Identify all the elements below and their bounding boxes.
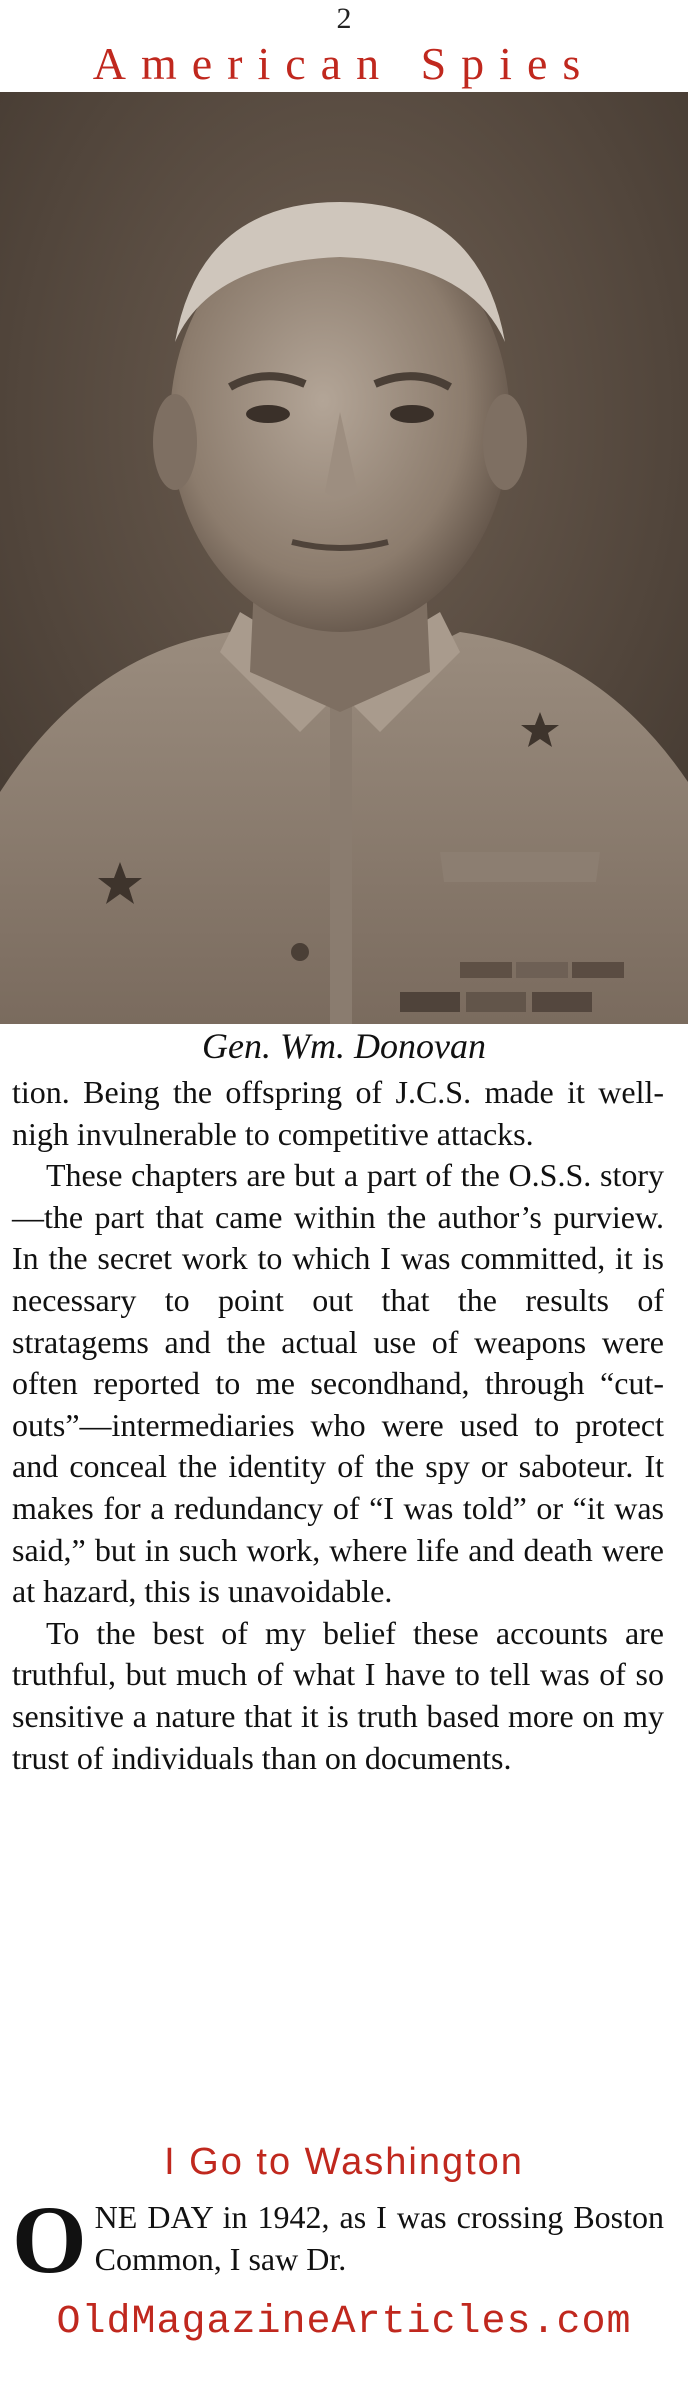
opening-text: NE DAY in 1942, as I was crossing Boston Common, I saw Dr.: [94, 2199, 664, 2277]
photo-caption: Gen. Wm. Donovan: [202, 1026, 486, 1066]
body-paragraph-3: To the best of my belief these accounts are truthful, but much of what I have to tell was of so sensitive a nature that it is truth based more on my trust of individuals than on documents.: [12, 1614, 664, 1776]
site-footer-link[interactable]: OldMagazineArticles.com: [56, 2300, 632, 2345]
drop-cap: O: [12, 2196, 87, 2284]
article-body: [12, 1072, 664, 1779]
page-number: 2: [336, 2, 352, 35]
magazine-section-title: American Spies: [92, 38, 596, 89]
portrait-photo: [0, 92, 688, 1024]
section-opening-paragraph: [12, 2196, 664, 2284]
section-heading: I Go to Washington: [164, 2141, 524, 2183]
body-paragraph-2: These chapters are but a part of the O.S.S. story—the part that came within the author’s purview. In the secret work to which I was committed, it is necessary to point out that the results of stratagems and the actual use of weapons were often reported to me secondhand, through “cut-outs”—intermediaries who were used to protect and conceal the identity of the spy or saboteur. It makes for a redundancy of “I was told” or “it was said,” but in such work, where life and death were at hazard, this is unavoidable.: [12, 1157, 664, 1610]
body-paragraph-1: tion. Being the offspring of J.C.S. made it well-nigh invulnerable to competitive attacks.: [12, 1074, 664, 1152]
